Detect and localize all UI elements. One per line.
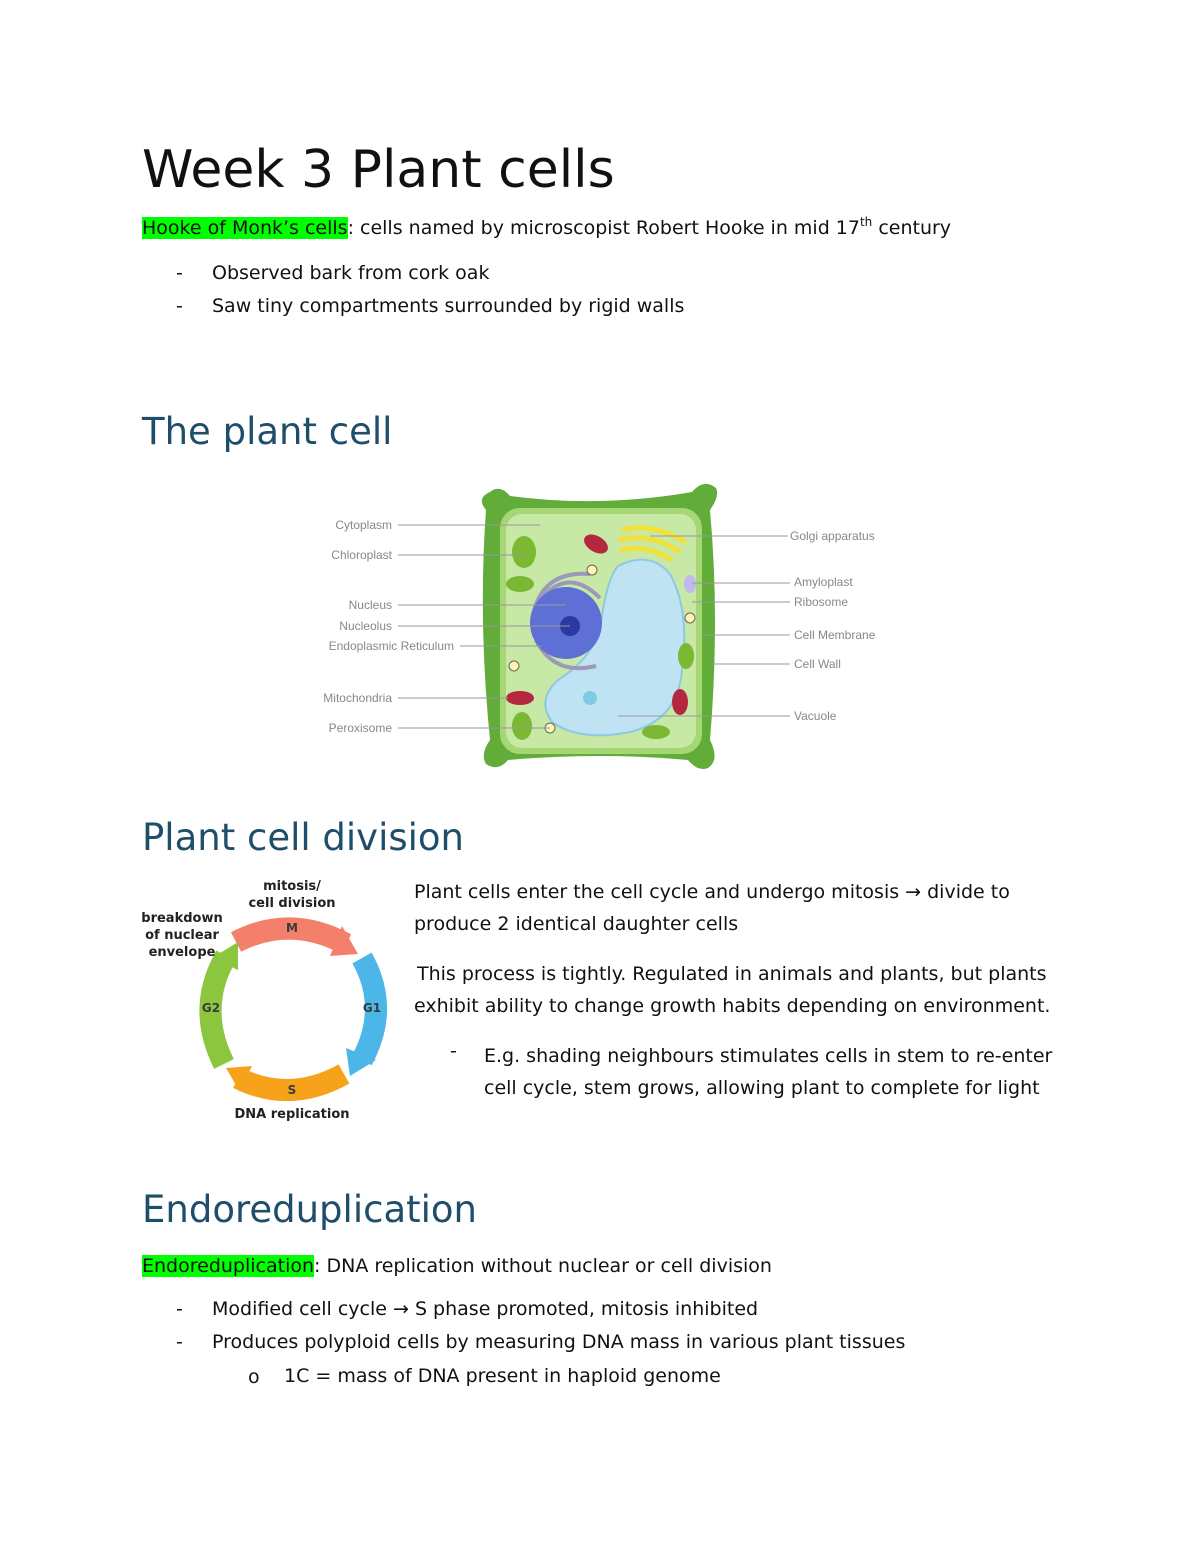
endo-def-text: : DNA replication without nuclear or cell division [314,1255,772,1277]
peroxisome-shape [509,661,519,671]
label-nucleolus: Nucleolus [339,619,392,633]
peroxisome-shape [587,565,597,575]
bullet-dash: - [176,262,183,284]
phase-s-label: S [287,1083,297,1097]
chloroplast-shape [512,712,532,740]
label-cell-wall: Cell Wall [794,657,841,671]
hooke-def-text: : cells named by microscopist Robert Hooke in mid 17 [347,217,860,239]
label-golgi: Golgi apparatus [790,529,875,543]
cycle-top-label-1: mitosis/ [263,879,321,894]
cycle-left-label-2: of nuclear [145,928,219,943]
endo-bullet-1: Modified cell cycle → S phase promoted, mitosis inhibited [212,1298,759,1320]
endo-subbullet: 1C = mass of DNA present in haploid genome [284,1365,721,1387]
hooke-definition [142,212,951,244]
division-bullet-line-2: cell cycle, stem grows, allowing plant to complete for light [484,1077,1040,1099]
hooke-def-end: century [872,217,952,239]
heading-plant-cell: The plant cell [142,410,393,453]
division-para-2-line-1: This process is tightly. Regulated in animals and plants, but plants [417,963,1047,985]
endo-term: Endoreduplication [142,1255,315,1277]
plant-cell-diagram [300,470,900,780]
cycle-top-label-2: cell division [248,896,336,911]
division-bullet [484,1040,1052,1104]
phase-g2-label: G2 [201,1001,221,1015]
endo-definition [142,1250,772,1282]
label-amyloplast: Amyloplast [794,575,853,589]
intro-bullet-2: Saw tiny compartments surrounded by rigid walls [212,295,685,317]
sub-bullet-marker: o [248,1366,260,1388]
bullet-dash: - [176,1298,183,1320]
amyloplast-shape [684,575,696,593]
cycle-left-label-1: breakdown [141,911,223,926]
bullet-dash: - [176,1331,183,1353]
label-cytoplasm: Cytoplasm [335,518,392,532]
cycle-bottom-label: DNA replication [234,1107,350,1122]
endo-bullet-2: Produces polyploid cells by measuring DNA mass in various plant tissues [212,1331,906,1353]
division-para-1-line-2: produce 2 identical daughter cells [414,913,739,935]
chloroplast-shape [642,725,670,739]
cycle-left-label-3: envelope [148,945,216,960]
chloroplast-shape [506,576,534,592]
label-nucleus: Nucleus [348,598,392,612]
division-para-2-line-2: exhibit ability to change growth habits depending on environment. [414,995,1051,1017]
bullet-dash: - [176,295,183,317]
label-ribosome: Ribosome [794,595,849,609]
division-para-1 [414,876,1010,940]
cell-cycle-diagram [140,872,390,1127]
page-title: Week 3 Plant cells [142,140,615,200]
mitochondrion-shape [672,689,688,715]
chloroplast-shape [512,536,536,568]
division-para-2 [414,958,1051,1022]
phase-m-label: M [286,921,298,935]
label-peroxisome: Peroxisome [328,721,392,735]
hooke-sup: th [859,215,873,229]
vacuole-droplet [583,691,597,705]
phase-g1-label: G1 [362,1001,382,1015]
division-bullet-line-1: E.g. shading neighbours stimulates cells in stem to re-enter [484,1045,1053,1067]
label-er: Endoplasmic Reticulum [328,639,454,653]
label-cell-membrane: Cell Membrane [794,628,876,642]
chloroplast-shape [678,643,694,669]
heading-endoreduplication: Endoreduplication [142,1188,477,1231]
label-chloroplast: Chloroplast [331,548,392,562]
division-para-1-line-1: Plant cells enter the cell cycle and undergo mitosis → divide to [414,881,1010,903]
heading-cell-division: Plant cell division [142,816,464,859]
label-mitochondria: Mitochondria [323,691,392,705]
mitochondrion-shape [506,691,534,705]
label-vacuole: Vacuole [794,709,837,723]
bullet-dash: - [450,1040,457,1062]
peroxisome-shape [685,613,695,623]
intro-bullet-1: Observed bark from cork oak [212,262,490,284]
hooke-term: Hooke of Monk’s cells [142,217,348,239]
